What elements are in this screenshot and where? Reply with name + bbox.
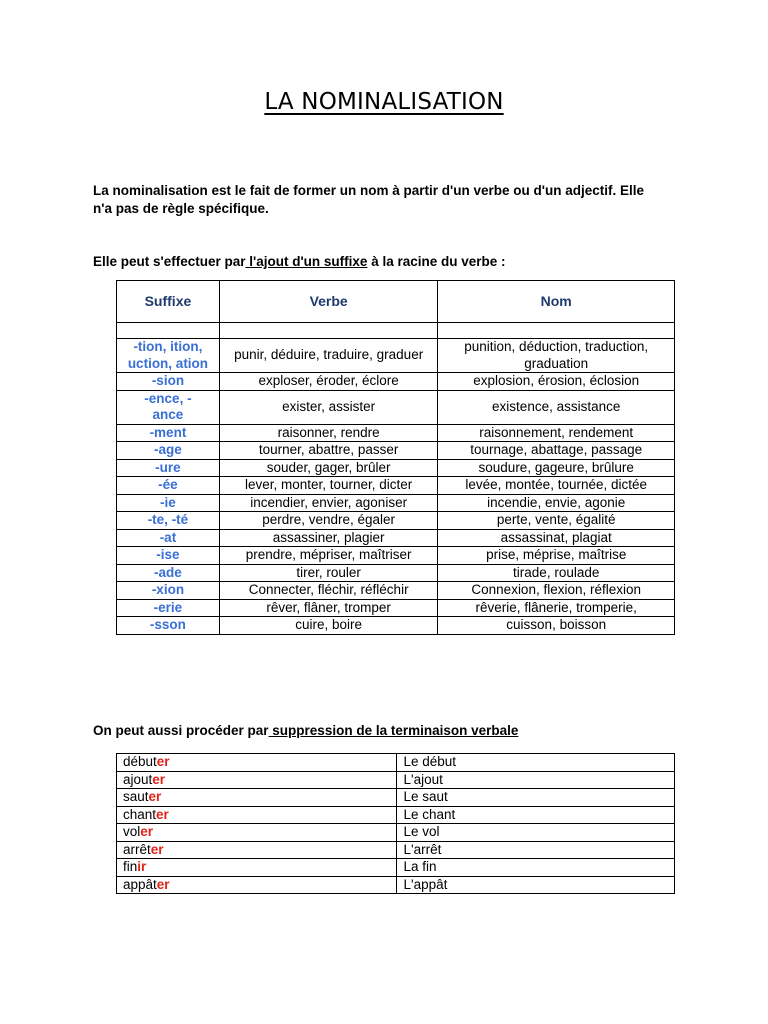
verb-ending: er: [156, 806, 169, 822]
noun-cell: La fin: [397, 859, 675, 877]
suffix-cell: -age: [117, 442, 220, 460]
lead1-text-after: à la racine du verbe :: [367, 254, 506, 269]
suffix-cell: -at: [117, 529, 220, 547]
verb-cell: incendier, envier, agoniser: [219, 494, 438, 512]
verb-stem: fin: [123, 859, 138, 874]
suffix-cell: -erie: [117, 599, 220, 617]
suffix-cell: -sion: [117, 373, 220, 391]
table-row: [117, 876, 675, 894]
header-verb: Verbe: [219, 281, 438, 323]
suffix-cell: -ence, -ance: [117, 390, 220, 424]
verb-stem: vol: [123, 824, 141, 839]
table-row: [117, 754, 675, 772]
verb-cell: [117, 841, 397, 859]
verb-ending: er: [152, 771, 166, 787]
intro-line-1: La nominalisation est le fait de former un nom à partir d'un verbe ou d'un adjectif. Elle: [93, 183, 645, 198]
verb-cell: assassiner, plagier: [219, 529, 438, 547]
noun-cell: perte, vente, égalité: [438, 512, 675, 530]
suffix-cell: -xion: [117, 582, 220, 600]
verb-cell: perdre, vendre, égaler: [219, 512, 438, 530]
noun-cell: soudure, gageure, brûlure: [438, 459, 675, 477]
verb-cell: cuire, boire: [219, 617, 438, 635]
verb-cell: punir, déduire, traduire, graduer: [219, 339, 438, 373]
table-row: [117, 390, 675, 424]
verb-ending: er: [140, 824, 154, 839]
table-row: [117, 373, 675, 391]
lead2-text: On peut aussi procéder par: [93, 723, 269, 738]
verb-cell: souder, gager, brûler: [219, 459, 438, 477]
suffix-table-header: [117, 281, 675, 323]
noun-cell: punition, déduction, traduction, graduation: [438, 339, 675, 373]
table-row: [117, 841, 675, 859]
verb-cell: tirer, rouler: [219, 564, 438, 582]
verb-cell: [117, 771, 397, 789]
noun-cell: L'ajout: [397, 771, 675, 789]
verb-ending: er: [156, 754, 170, 769]
verb-cell: tourner, abattre, passer: [219, 442, 438, 460]
verb-stem: début: [123, 754, 157, 769]
noun-cell: Le vol: [397, 824, 675, 842]
noun-cell: rêverie, flânerie, tromperie,: [438, 599, 675, 617]
verb-ending: er: [150, 841, 164, 857]
verb-cell: Connecter, fléchir, réfléchir: [219, 582, 438, 600]
verb-ending: ir: [137, 859, 147, 874]
suffix-cell: -sson: [117, 617, 220, 635]
suffix-cell: -ure: [117, 459, 220, 477]
noun-cell: Connexion, flexion, réflexion: [438, 582, 675, 600]
table-row: [117, 339, 675, 373]
lead1-underlined: l'ajout d'un suffixe: [245, 254, 368, 269]
verb-cell: lever, monter, tourner, dicter: [219, 477, 438, 495]
noun-cell: tournage, abattage, passage: [438, 442, 675, 460]
verb-cell: [117, 859, 397, 877]
page-title: LA NOMINALISATION: [264, 89, 504, 115]
table-row: [117, 771, 675, 789]
table-row: [117, 582, 675, 600]
verb-stem: appât: [123, 876, 157, 892]
suffix-section-lead: [93, 253, 693, 271]
noun-cell: raisonnement, rendement: [438, 424, 675, 442]
verb-cell: raisonner, rendre: [219, 424, 438, 442]
table-row: [117, 599, 675, 617]
table-row: [117, 824, 675, 842]
table-row: [117, 494, 675, 512]
noun-cell: L'appât: [397, 876, 675, 894]
suffix-cell: -ée: [117, 477, 220, 495]
table-row: [117, 806, 675, 824]
noun-cell: Le chant: [397, 806, 675, 824]
verb-stem: chant: [123, 806, 157, 822]
lead1-text: Elle peut s'effectuer par: [93, 254, 246, 269]
intro-paragraph: [93, 182, 693, 218]
noun-cell: Le début: [397, 754, 675, 772]
noun-cell: explosion, érosion, éclosion: [438, 373, 675, 391]
verb-cell: [117, 824, 397, 842]
verb-cell: prendre, mépriser, maîtriser: [219, 547, 438, 565]
noun-cell: existence, assistance: [438, 390, 675, 424]
verb-ending: er: [148, 789, 162, 804]
table-row: [117, 564, 675, 582]
noun-cell: assassinat, plagiat: [438, 529, 675, 547]
noun-cell: tirade, roulade: [438, 564, 675, 582]
table-row: [117, 617, 675, 635]
suffix-cell: -ise: [117, 547, 220, 565]
suffix-cell: -tion, ition, uction, ation: [117, 339, 220, 373]
table-row: [117, 459, 675, 477]
verb-cell: rêver, flâner, tromper: [219, 599, 438, 617]
header-suffix: Suffixe: [117, 281, 220, 323]
ending-section-lead: [93, 722, 693, 740]
verb-cell: exploser, éroder, éclore: [219, 373, 438, 391]
suffix-table: [116, 280, 675, 635]
table-row: [117, 424, 675, 442]
blank-row: [117, 323, 675, 339]
suffix-cell: -ade: [117, 564, 220, 582]
lead2-underlined: suppression de la terminaison verbale: [268, 723, 519, 738]
suffix-cell: -te, -té: [117, 512, 220, 530]
verb-cell: [117, 754, 397, 772]
table-row: [117, 529, 675, 547]
intro-line-2: n'a pas de règle spécifique.: [93, 201, 269, 216]
noun-cell: prise, méprise, maîtrise: [438, 547, 675, 565]
verb-stem: arrêt: [123, 841, 151, 857]
noun-cell: Le saut: [397, 789, 675, 807]
verb-cell: [117, 789, 397, 807]
verb-cell: [117, 806, 397, 824]
verb-cell: [117, 876, 397, 894]
header-noun: Nom: [438, 281, 675, 323]
verb-cell: exister, assister: [219, 390, 438, 424]
noun-cell: levée, montée, tournée, dictée: [438, 477, 675, 495]
noun-cell: L'arrêt: [397, 841, 675, 859]
suffix-cell: -ment: [117, 424, 220, 442]
table-row: [117, 859, 675, 877]
noun-cell: incendie, envie, agonie: [438, 494, 675, 512]
table-row: [117, 547, 675, 565]
table-row: [117, 512, 675, 530]
ending-table: [116, 753, 675, 894]
verb-stem: saut: [123, 789, 149, 804]
table-row: [117, 789, 675, 807]
suffix-cell: -ie: [117, 494, 220, 512]
verb-stem: ajout: [123, 771, 153, 787]
noun-cell: cuisson, boisson: [438, 617, 675, 635]
table-row: [117, 477, 675, 495]
verb-ending: er: [156, 876, 170, 892]
table-row: [117, 442, 675, 460]
